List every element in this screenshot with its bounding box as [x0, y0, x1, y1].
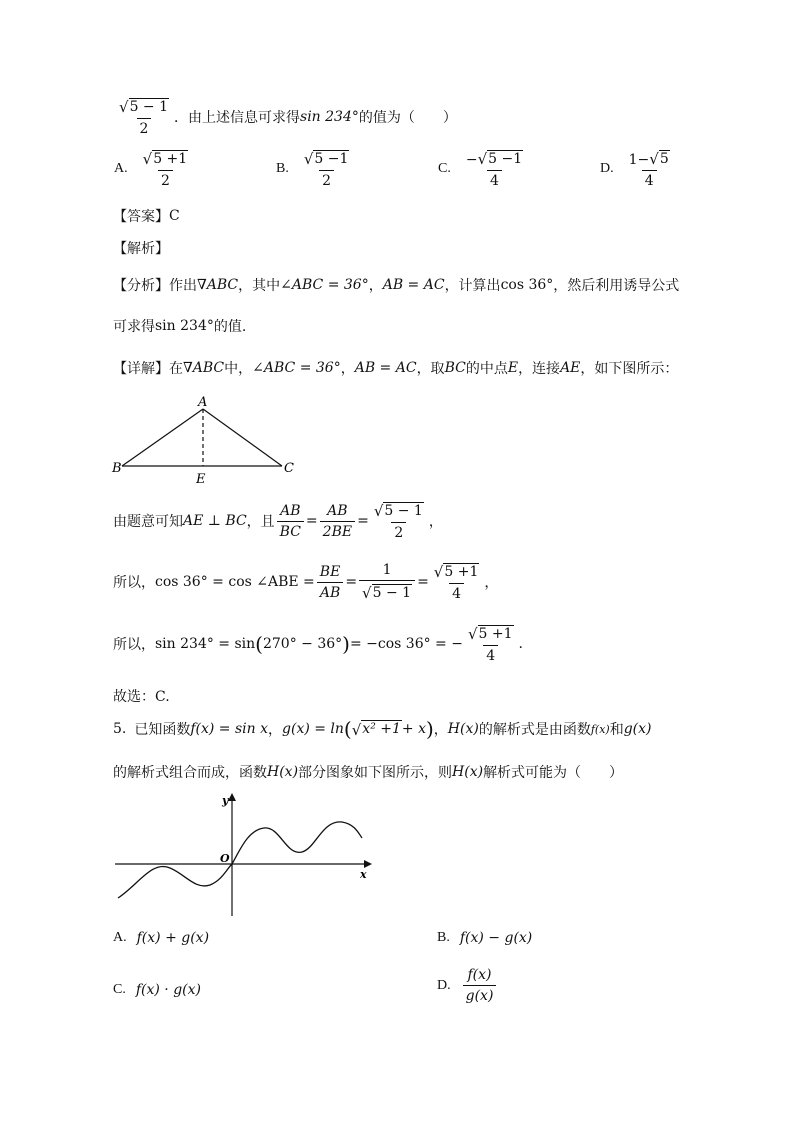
triangle-figure [110, 392, 310, 487]
fraction-final: √ 5 +1 4 [467, 625, 513, 665]
q5-line-1: 5. 已知函数 f(x) = sin x ， g(x) = ln ( √ x² +1 + x ) ， H(x) 的解析式是由函数 f(x) 和 g(x) [113, 717, 652, 741]
label-b: B [112, 461, 122, 476]
fenxi-line-1: 【分析】 作出 ∇ABC ，其中 ∠ABC = 36° ， AB = AC ，计算出 cos 36° ，然后利用诱导公式 [113, 277, 680, 294]
x-axis-arrow [364, 860, 372, 868]
x-axis-label: x [360, 868, 367, 881]
fenxi-line-2: 可求得 sin 234° 的值. [113, 318, 247, 335]
analysis-heading: 【解析】 [113, 241, 169, 257]
intro-expr: sin 234° [300, 109, 359, 126]
q5-line-2: 的解析式组合而成，函数 H(x) 部分图象如下图所示，则 H(x) 解析式可能为（ ） [113, 764, 624, 781]
q4-option-b[interactable] [276, 150, 354, 188]
step1-line: 由题意可知 AE ⊥ BC ，且 $\frac{AB}{BC}$ = $\frac{AB}{2BE}$ = √ 5 − 1 2 ， [113, 502, 443, 542]
label-c: C [284, 461, 294, 476]
q5-option-d[interactable]: D. $\frac{f(x)}{g(x)}$ [437, 968, 498, 1003]
triangle-side-ac [203, 409, 282, 466]
q5-function-graph [110, 790, 380, 920]
conclusion-text: 故选：C. [113, 689, 170, 705]
option-fraction: 1− √ 5 4 [628, 150, 669, 190]
q5-option-c[interactable]: C. f(x) · g(x) [113, 982, 201, 998]
option-label: D. [600, 161, 614, 177]
option-fraction: $\frac{f(x)}{g(x)}$ [463, 968, 497, 1003]
fraction-be-ab: $\frac{BE}{AB}$ [317, 565, 344, 600]
fraction-cos36: √ 5 +1 4 [433, 563, 479, 603]
y-axis-arrow [228, 793, 236, 801]
option-label: B. [276, 161, 289, 177]
q5-option-a[interactable]: A. f(x) + g(x) [113, 930, 210, 946]
origin-label: O [220, 852, 230, 865]
q5-option-b[interactable]: B. f(x) − g(x) [437, 930, 533, 946]
xiangjie-label: 【详解】 [113, 361, 169, 377]
fenxi-label: 【分析】 [113, 278, 169, 294]
step3-line: 所以， sin 234° = sin ( 270° − 36° ) = −cos 36° = − √ 5 +1 4 . [113, 625, 523, 665]
q4-option-d[interactable] [600, 150, 675, 188]
intro-fraction: √ 5 − 1 2 [119, 98, 169, 138]
xiangjie-line: 【详解】 在 ∇ABC 中， ∠ABC = 36° ， AB = AC ，取 BC 的中点 E ，连接 AE ，如下图所示： [113, 360, 679, 377]
answer-label: 【答案】 [113, 209, 169, 225]
option-fraction: − √ 5 −1 4 [465, 150, 523, 190]
answer-line [113, 206, 180, 226]
fraction-result: √ 5 − 1 2 [373, 502, 423, 542]
option-label: A. [114, 161, 128, 177]
label-e: E [196, 472, 206, 487]
y-axis-label: y [222, 794, 229, 807]
option-fraction: √ 5 +1 2 [142, 150, 188, 190]
intro-tail: 的值为（ ） [358, 110, 457, 127]
option-fraction: √ 5 −1 2 [303, 150, 349, 190]
q4-intro-line [114, 98, 457, 136]
fraction-ab-bc: $\frac{AB}{BC}$ [277, 504, 304, 539]
q5-number: 5. [113, 721, 127, 737]
q4-option-c[interactable] [438, 150, 528, 188]
option-label: C. [438, 161, 451, 177]
intro-frac-num: 5 − 1 [129, 99, 169, 115]
triangle-side-ab [122, 409, 203, 466]
q4-option-a[interactable] [114, 150, 193, 188]
label-a: A [198, 395, 208, 410]
function-curve [118, 822, 362, 898]
answer-value: C [169, 208, 180, 224]
intro-text: ．由上述信息可求得 [174, 110, 301, 127]
fraction-reciprocal: 1 √ 5 − 1 [359, 563, 415, 601]
step2-line: 所以， cos 36° = cos ∠ABE = $\frac{BE}{AB}$ = 1 √ 5 − 1 = √ 5 +1 4 ， [113, 562, 499, 603]
intro-frac-den: 2 [137, 118, 152, 136]
fraction-ab-2be: $\frac{AB}{2BE}$ [320, 504, 355, 539]
